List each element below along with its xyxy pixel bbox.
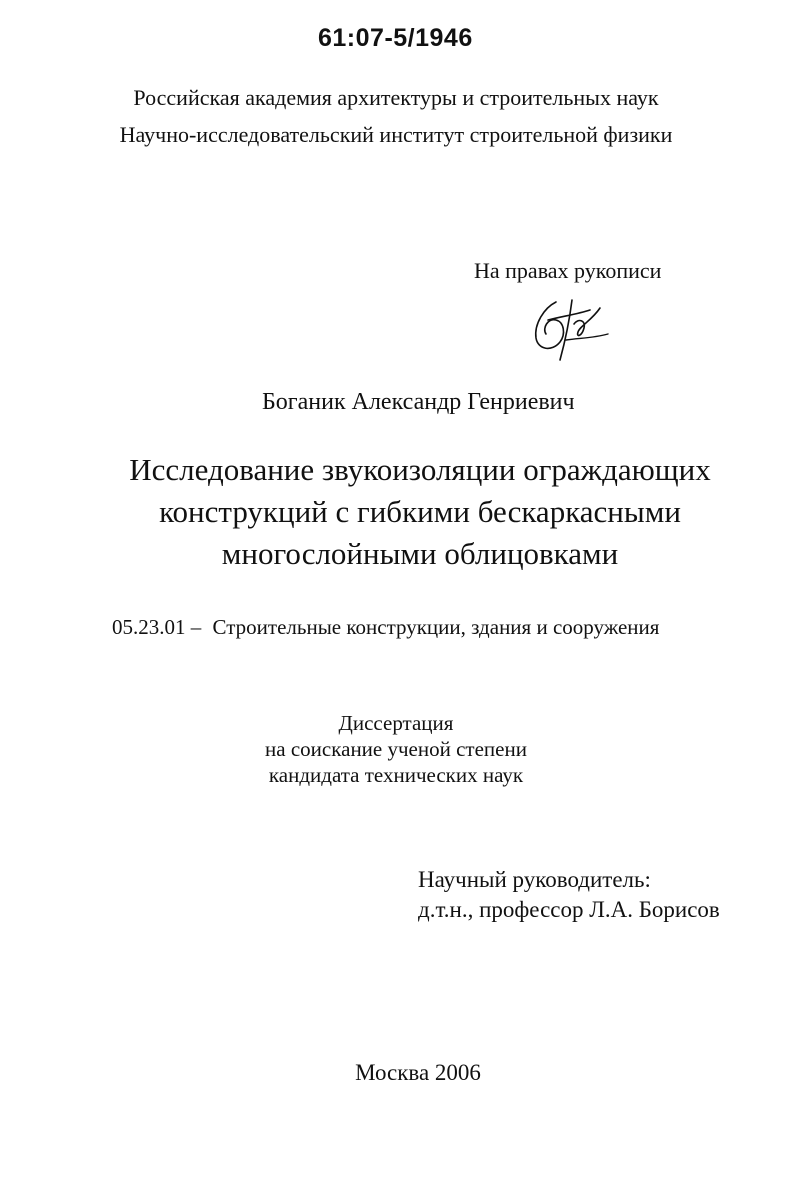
dissertation-title-line: многослойными облицовками bbox=[221, 536, 619, 571]
dissertation-title-line: Исследование звукоизоляции ограждающих bbox=[129, 452, 711, 487]
organization-institute: Научно-исследовательский институт строительной физики bbox=[119, 122, 673, 147]
supervisor-name: д.т.н., профессор Л.А. Борисов bbox=[418, 897, 720, 922]
signature-icon bbox=[526, 294, 616, 364]
city-year: Москва 2006 bbox=[355, 1060, 481, 1085]
dissertation-title-line: конструкций с гибкими бескаркасными bbox=[159, 494, 681, 529]
degree-name: кандидата технических наук bbox=[268, 763, 524, 787]
degree-purpose: на соискание ученой степени bbox=[265, 737, 527, 761]
supervisor-label: Научный руководитель: bbox=[418, 867, 651, 892]
specialty-name: Строительные конструкции, здания и сооружения bbox=[212, 615, 660, 639]
document-number: 61:07-5/1946 bbox=[318, 24, 473, 52]
specialty-code: 05.23.01 – bbox=[112, 615, 202, 639]
manuscript-rights-note: На правах рукописи bbox=[474, 258, 662, 283]
dissertation-label: Диссертация bbox=[338, 711, 454, 735]
organization-academy: Российская академия архитектуры и строительных наук bbox=[133, 85, 659, 110]
specialty bbox=[112, 615, 659, 640]
author-name: Боганик Александр Генриевич bbox=[262, 389, 575, 415]
